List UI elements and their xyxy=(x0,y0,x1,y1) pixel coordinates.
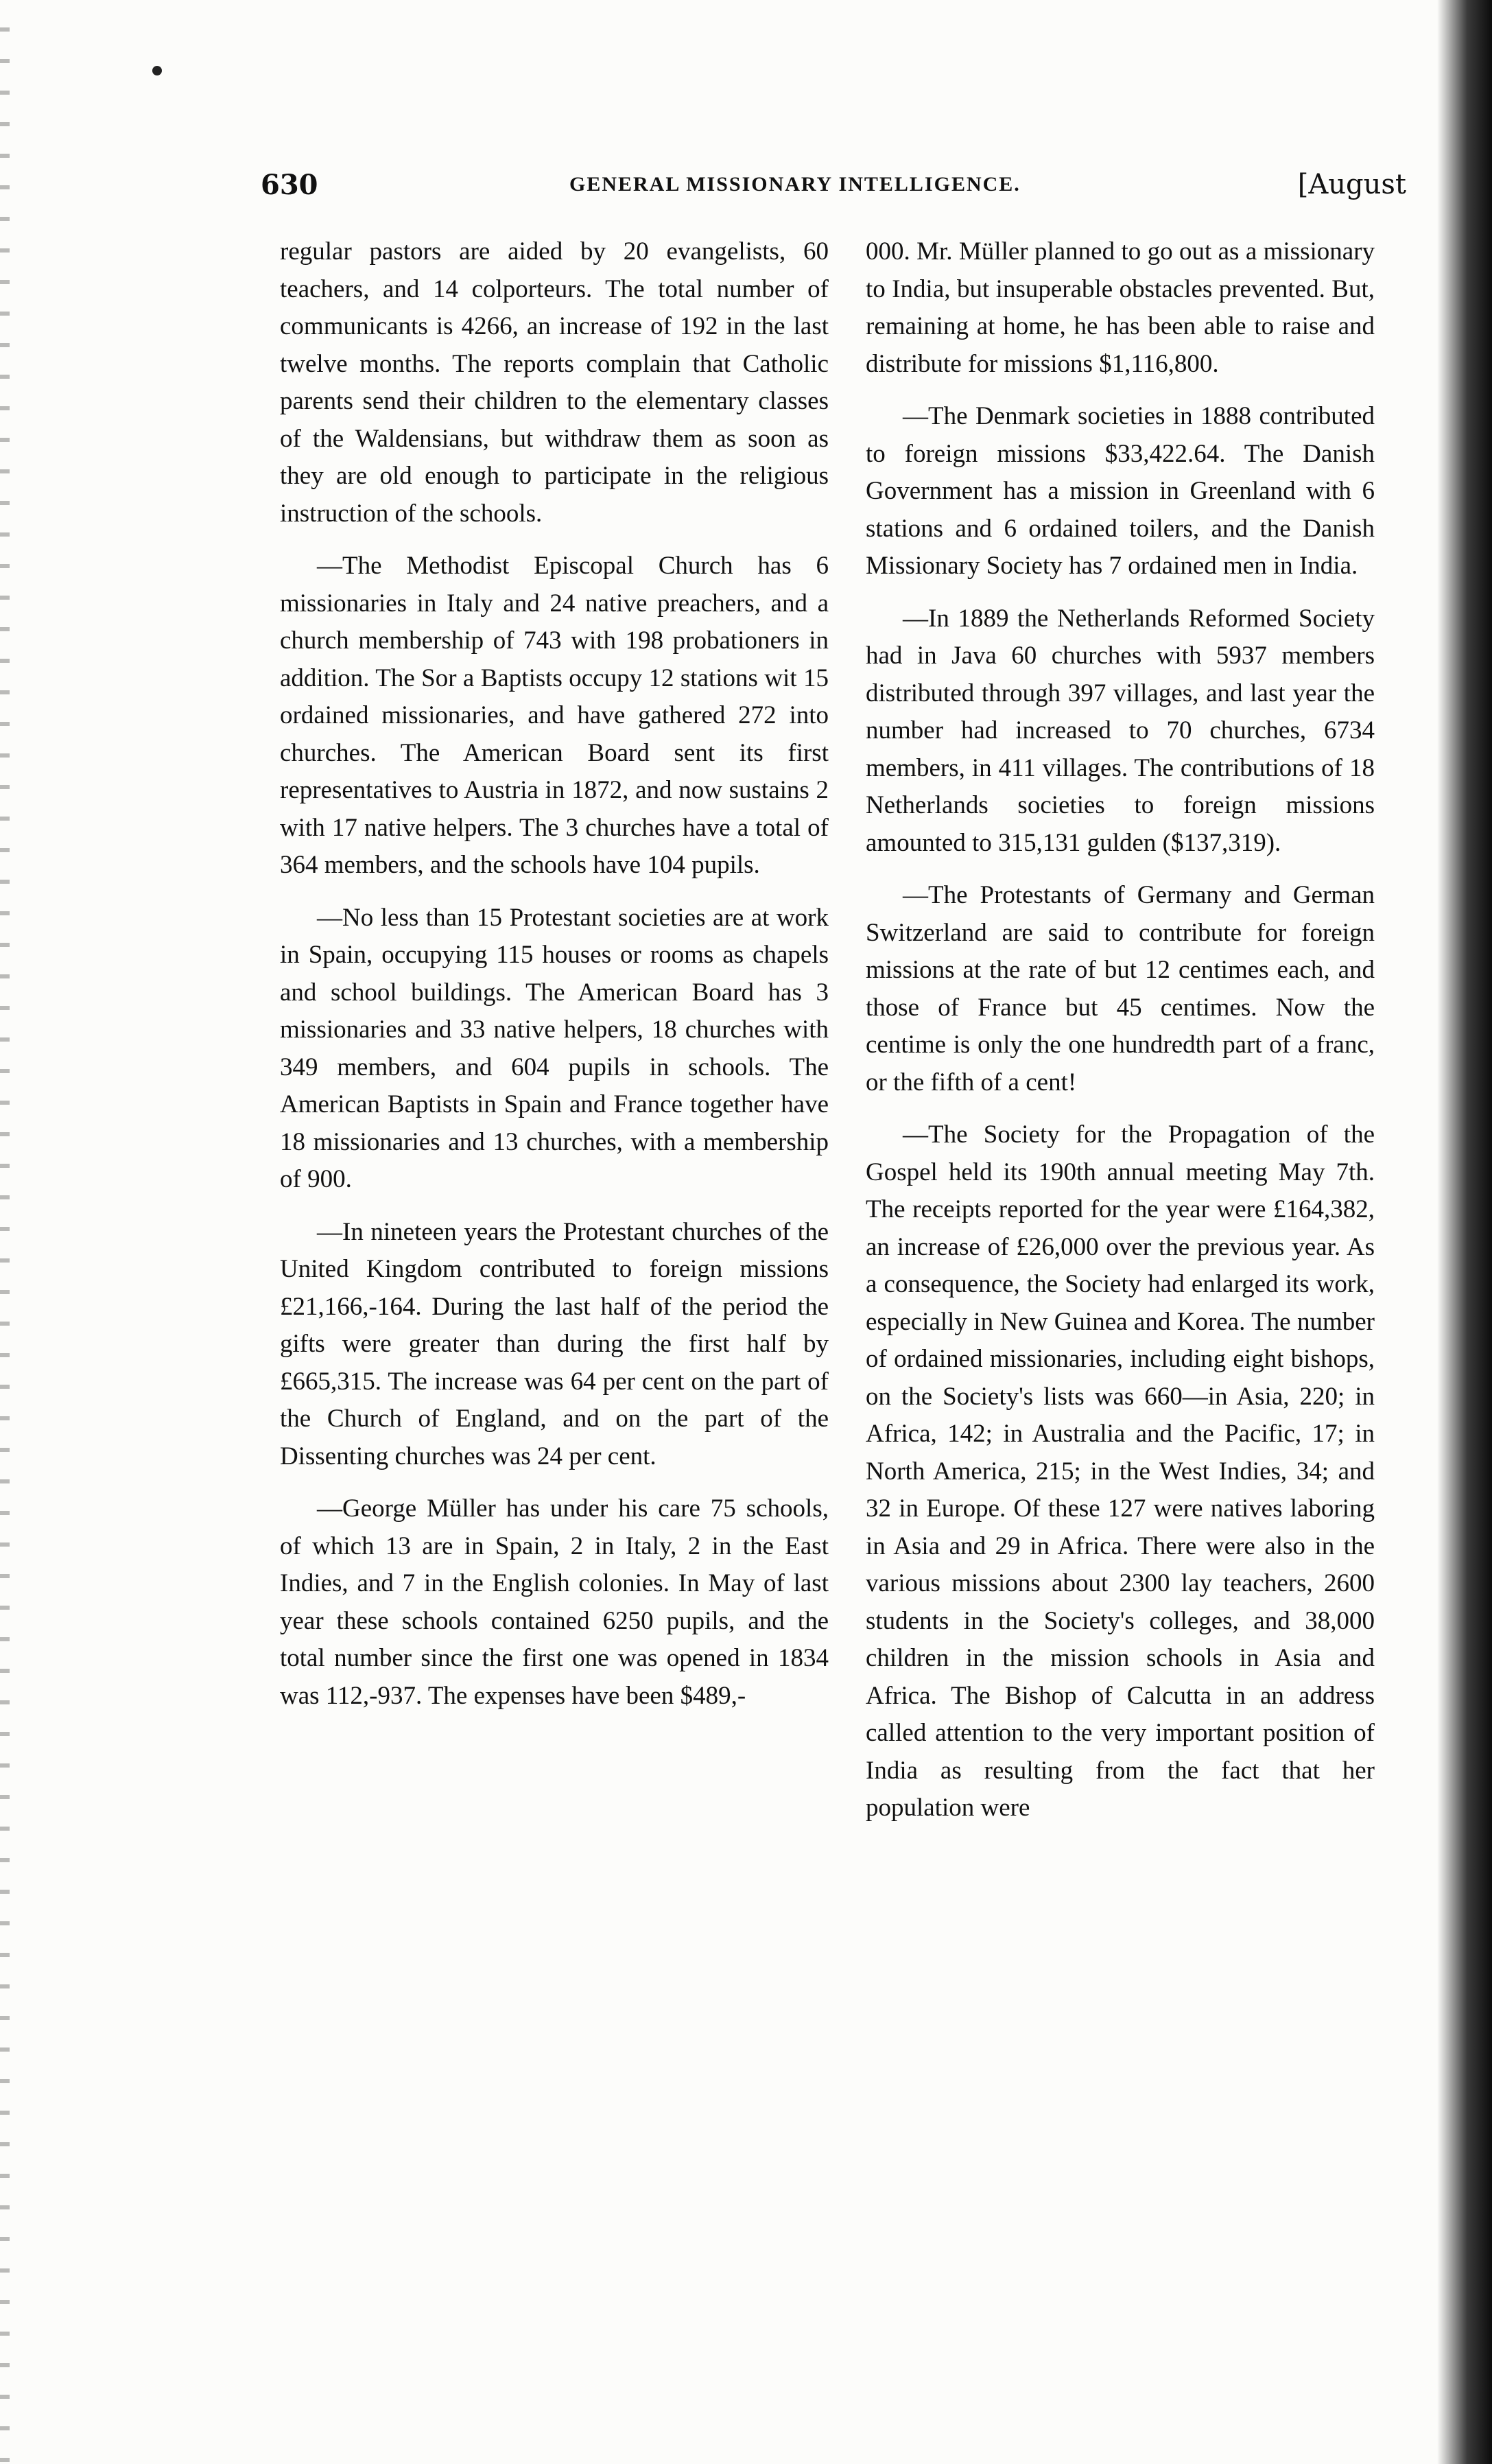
paragraph: 000. Mr. Müller planned to go out as a missionary to India, but insuperable obstacles prevented. But, remaining at home, he has been able to raise and distribute for missions $1,116,800. xyxy=(866,237,1375,378)
paragraph: —The Society for the Propagation of the Gospel held its 190th annual meeting May 7th. The receipts reported for the year were £164,382, an increase of £26,000 over the previous year. As a consequence, the Society had enlarged its work, especially in New Guinea and Korea. The number of ordained missionaries, including eight bishops, on the Society's lists was 660—in Asia, 220; in Africa, 142; in Australia and the Pacific, 17; in North America, 215; in the West Indies, 34; and 32 in Europe. Of these 127 were natives laboring in Asia and 29 in Africa. There were also in the various missions about 2300 lay teachers, 2600 students in the Society's colleges, and 38,000 children in the mission schools in Asia and Africa. The Bishop of Calcutta in an address called attention to the very important position of India as resulting from the fact that her population were xyxy=(866,1120,1375,1822)
paragraph: —The Methodist Episcopal Church has 6 missionaries in Italy and 24 native preachers, and a church membership of 743 with 198 probationers in addition. The Sor a Baptists occupy 12 stations wit 15 ordained missionaries, and have gathered 272 into churches. The American Board sent its first representatives to Austria in 1872, and now sustains 2 with 17 native helpers. The 3 churches have a total of 364 members, and the schools have 104 pupils. xyxy=(280,552,829,879)
page-binding-shadow xyxy=(1437,0,1492,2464)
paragraph: —In 1889 the Netherlands Reformed Society had in Java 60 churches with 5937 members distributed through 397 villages, and last year the number had increased to 70 churches, 6734 members, in 411 villages. The contributions of 18 Netherlands societies to foreign missions amounted to 315,131 gulden ($137,319). xyxy=(866,604,1375,857)
column-right xyxy=(866,233,1375,1842)
paragraph: —The Protestants of Germany and German Switzerland are said to contribute for foreign missions at the rate of but 12 centimes each, and those of France but 45 centimes. Now the centime is only the one hundredth part of a franc, or the fifth of a cent! xyxy=(866,881,1375,1096)
page-left-edge xyxy=(0,0,10,2464)
paragraph: regular pastors are aided by 20 evangelists, 60 teachers, and 14 colporteurs. The total number of communicants is 4266, an increase of 192 in the last twelve months. The reports complain that Catholic parents send their children to the elementary classes of the Waldensians, but withdraw them as soon as they are old enough to participate in the religious instruction of the schools. xyxy=(280,237,829,528)
paragraph: —The Denmark societies in 1888 contributed to foreign missions $33,422.64. The Danish Government has a mission in Greenland with 6 stations and 6 ordained toilers, and the Danish Missionary Society has 7 ordained men in India. xyxy=(866,402,1375,580)
running-head: GENERAL MISSIONARY INTELLIGENCE. xyxy=(569,173,1021,196)
paragraph: —In nineteen years the Protestant churches of the United Kingdom contributed to foreign missions £21,166,-164. During the last half of the period the gifts were greater than during the first half by £665,315. The increase was 64 per cent on the part of the Church of England, and on the part of the Dissenting churches was 24 per cent. xyxy=(280,1217,829,1470)
running-head-month: [August xyxy=(1297,169,1406,200)
column-left xyxy=(280,233,829,1730)
page-header xyxy=(261,169,1406,210)
paragraph: —George Müller has under his care 75 schools, of which 13 are in Spain, 2 in Italy, 2 in the East Indies, and 7 in the English colonies. In May of last year these schools contained 6250 pupils, and the total number since the first one was opened in 1834 was 112,-937. The expenses have been $489,- xyxy=(280,1494,829,1710)
ink-speck xyxy=(152,66,162,75)
paragraph: —No less than 15 Protestant societies are at work in Spain, occupying 115 houses or rooms as chapels and school buildings. The American Board has 3 missionaries and 33 native helpers, 18 churches with 349 members, and 604 pupils in schools. The American Baptists in Spain and France together have 18 missionaries and 13 churches, with a membership of 900. xyxy=(280,903,829,1193)
page-number: 630 xyxy=(261,169,318,201)
